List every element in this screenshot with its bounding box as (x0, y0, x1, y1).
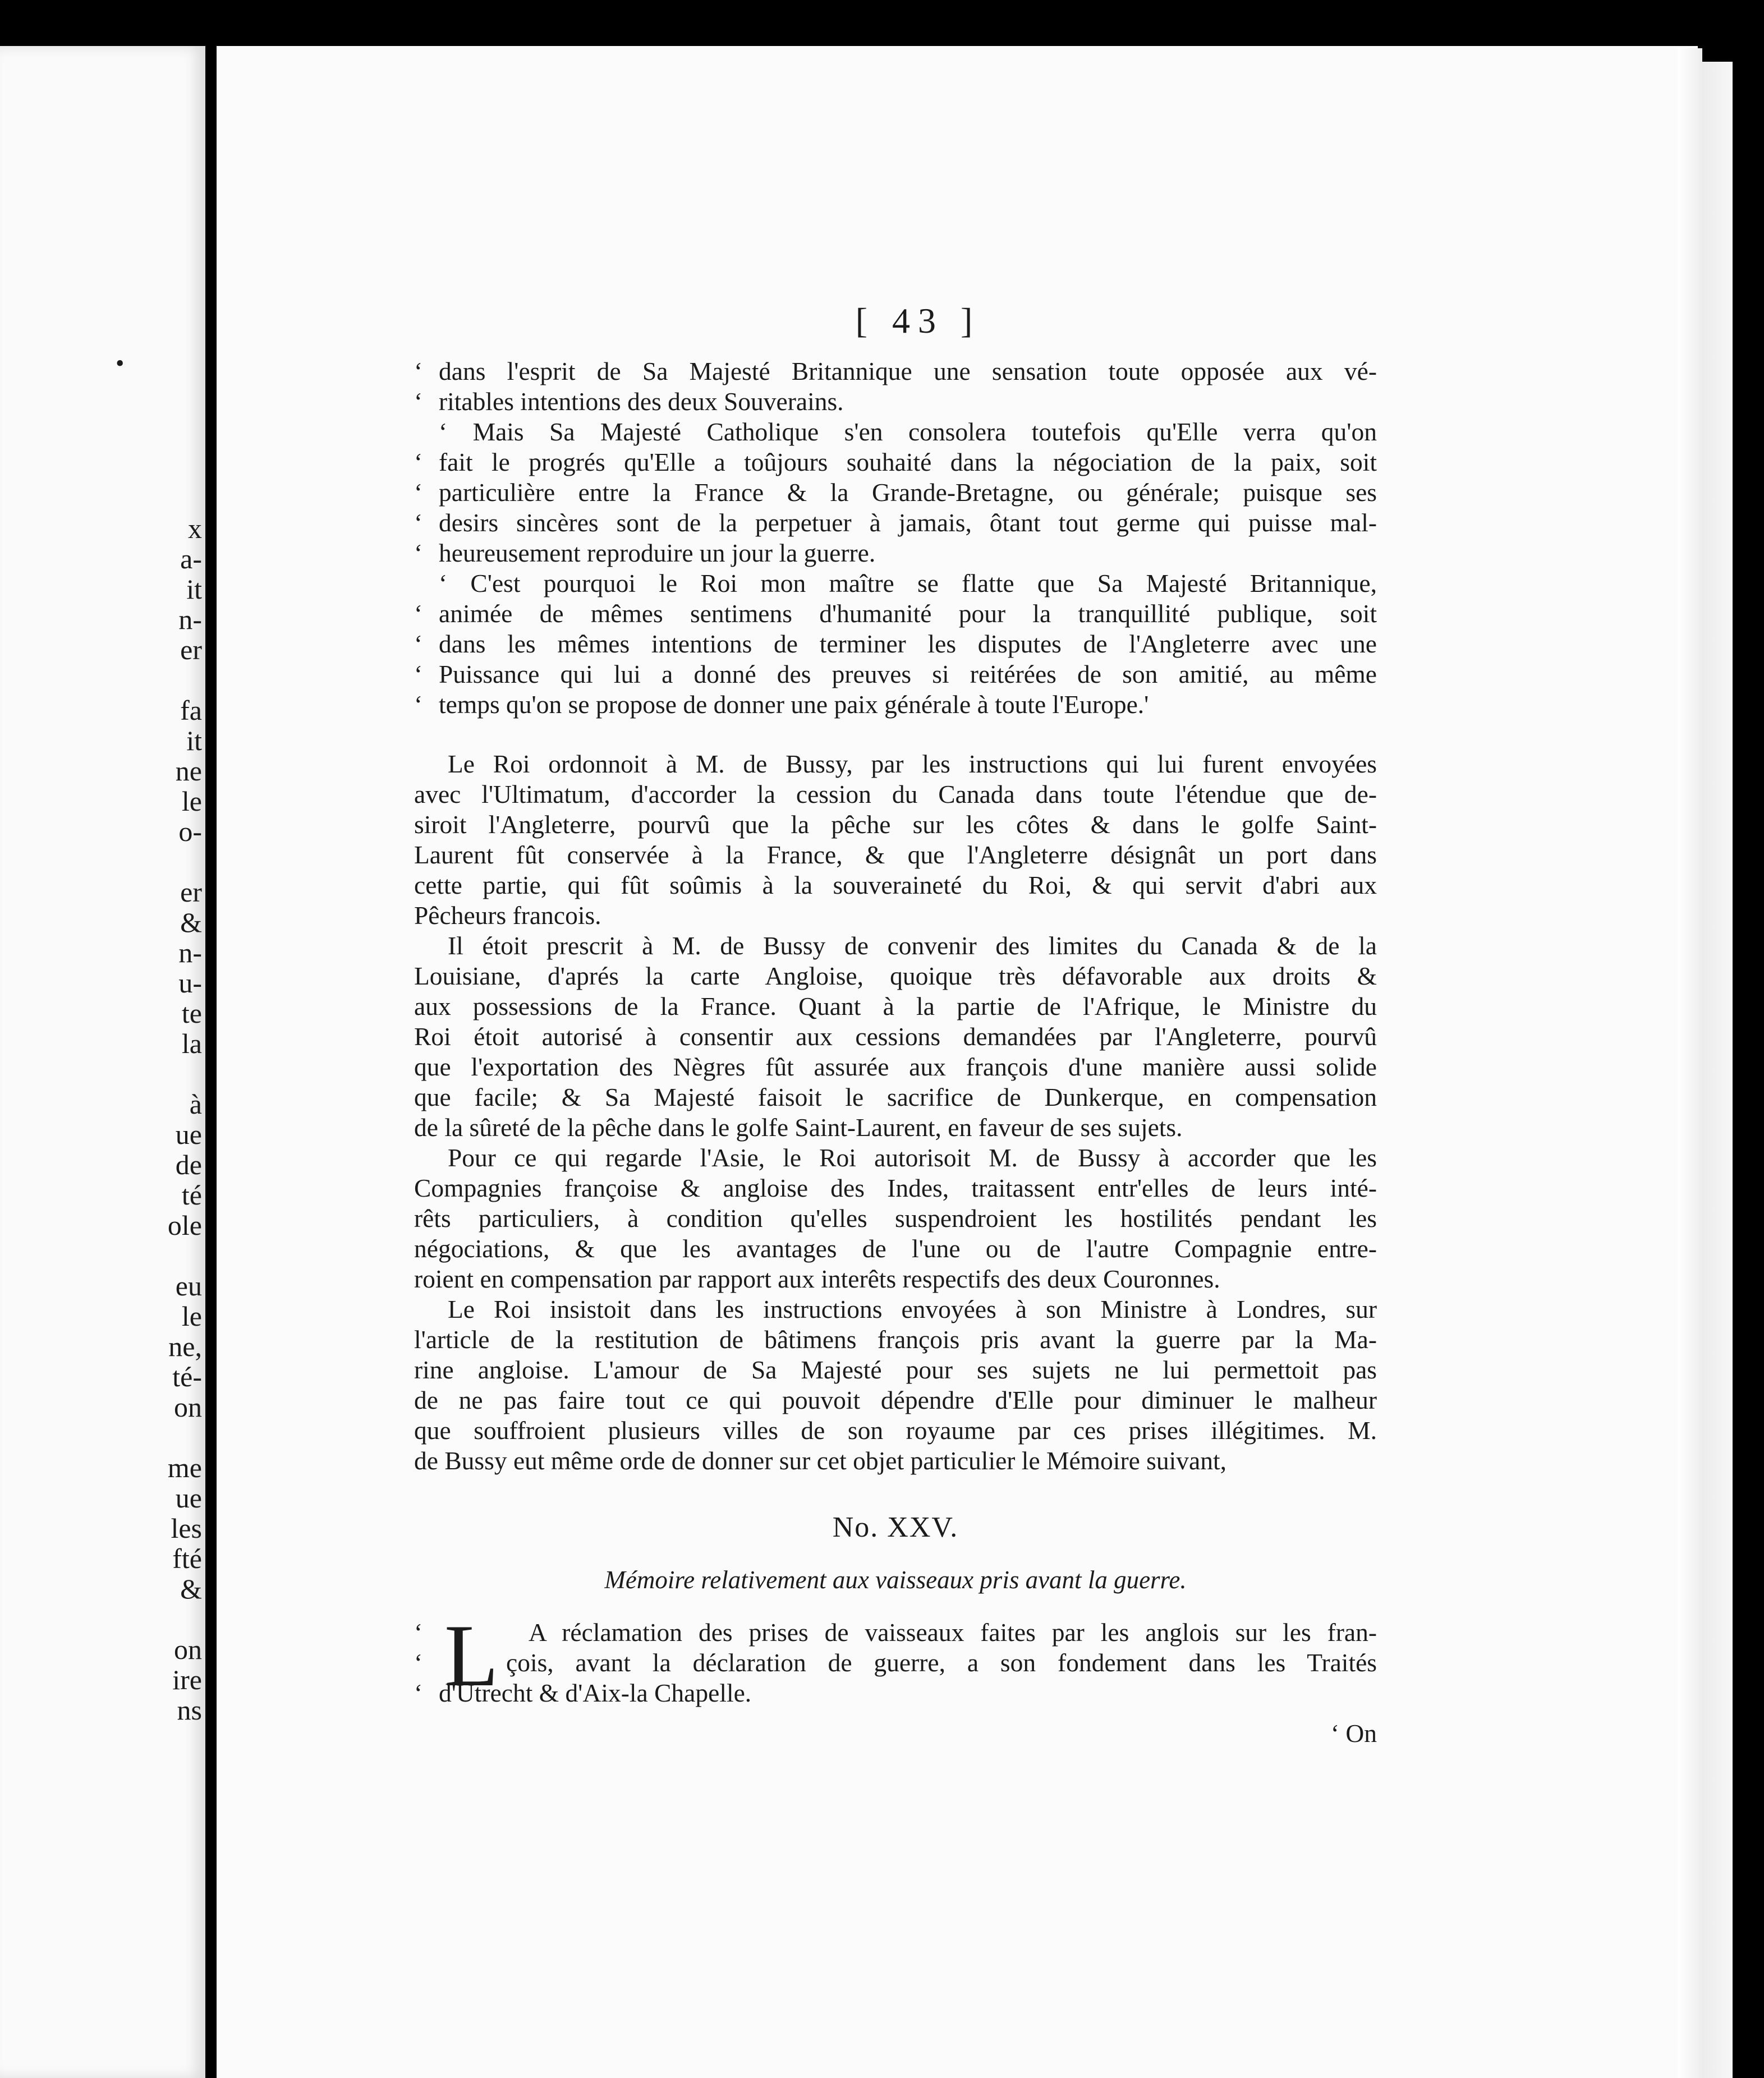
memoire-line: ‘ d'Utrecht & d'Aix-la Chapelle. (414, 1679, 752, 1707)
left-edge-fragment: er (180, 876, 202, 908)
left-edge-fragment: ns (177, 1694, 202, 1726)
left-edge-fragment: it (186, 725, 202, 756)
quoted-line: ‘ ritables intentions des deux Souverains. (414, 387, 844, 416)
paragraph-line: Le Roi insistoit dans les instructions envoyées à son Ministre à Londres, sur (448, 1295, 1377, 1323)
paragraph-line: Roi étoit autorisé à consentir aux cessions demandées par l'Angleterre, pourvû (414, 1022, 1377, 1051)
quoted-line: ‘ heureusement reproduire un jour la guerre. (414, 539, 876, 567)
left-edge-fragment: ue (175, 1482, 202, 1514)
memoire-opening (414, 1607, 1377, 1708)
section-heading: No. XXV. (832, 1511, 959, 1543)
left-edge-fragment: eu (175, 1270, 202, 1302)
paragraph-line: Il étoit prescrit à M. de Bussy de convenir des limites du Canada & de la (448, 931, 1377, 960)
page-text-block (414, 300, 1377, 1748)
paragraph-line: aux possessions de la France. Quant à la partie de l'Afrique, le Ministre du (414, 992, 1377, 1020)
catchword: ‘ On (1330, 1719, 1377, 1748)
left-edge-fragment: té- (172, 1361, 202, 1392)
left-edge-fragment: de (175, 1149, 202, 1180)
paragraph-line: Laurent fût conservée à la France, & que l'Angleterre désignât un port dans (414, 840, 1377, 869)
left-edge-fragment: it (186, 573, 202, 605)
left-edge-fragment: u- (178, 967, 202, 999)
page-edge-highlight (1678, 48, 1702, 2078)
left-edge-fragment: la (181, 1028, 202, 1059)
left-edge-fragment: le (181, 785, 202, 817)
quoted-line: ‘ animée de mêmes sentimens d'humanité pour la tranquillité publique, soit (414, 599, 1377, 628)
page-edge-shadow (1698, 62, 1733, 2078)
left-edge-fragment: on (174, 1391, 202, 1423)
left-page-edge-text (0, 46, 205, 2078)
left-edge-fragment: fa (180, 695, 202, 726)
section-subheading: Mémoire relativement aux vaisseaux pris avant la guerre. (604, 1566, 1187, 1594)
left-edge-fragment: & (180, 907, 202, 938)
quoted-line: ‘ temps qu'on se propose de donner une paix générale à toute l'Europe.' (414, 690, 1149, 719)
ink-mark: • (116, 350, 125, 377)
left-edge-fragment: ue (175, 1119, 202, 1150)
paragraph-line: Compagnies françoise & angloise des Indes, traitassent entr'elles de leurs inté- (414, 1174, 1377, 1202)
paragraph-line: avec l'Ultimatum, d'accorder la cession du Canada dans toute l'étendue que de- (414, 780, 1377, 808)
page-number: [ 43 ] (855, 301, 981, 341)
quoted-line: ‘ Puissance qui lui a donné des preuves si reitérées de son amitié, au même (414, 660, 1377, 688)
paragraph-line: que facile; & Sa Majesté faisoit le sacrifice de Dunkerque, en compensation (414, 1083, 1377, 1111)
left-edge-fragment: ne (175, 755, 202, 787)
left-edge-fragment: ne, (168, 1331, 202, 1362)
left-edge-fragment: ire (172, 1664, 202, 1695)
paragraph-line: Louisiane, d'aprés la carte Angloise, quoique très défavorable aux droits & (414, 962, 1377, 990)
memoire-line: ‘ A réclamation des prises de vaisseaux faites par les anglois sur les fran- (414, 1618, 1377, 1647)
left-edge-fragment: à (189, 1088, 202, 1120)
paragraph-line: roient en compensation par rapport aux interêts respectifs des deux Couronnes. (414, 1265, 1220, 1293)
paragraph-line: Le Roi ordonnoit à M. de Bussy, par les instructions qui lui furent envoyées (448, 750, 1377, 778)
quoted-line: ‘ Mais Sa Majesté Catholique s'en consolera toutefois qu'Elle verra qu'on (439, 417, 1377, 446)
left-edge-fragment: te (181, 997, 202, 1029)
quoted-line: ‘ dans les mêmes intentions de terminer les disputes de l'Angleterre avec une (414, 629, 1377, 658)
quoted-line: ‘ desirs sincères sont de la perpetuer à jamais, ôtant tout germe qui puisse mal- (414, 508, 1377, 537)
paragraph-line: de la sûreté de la pêche dans le golfe Saint-Laurent, en faveur de ses sujets. (414, 1113, 1183, 1142)
left-edge-fragment: les (171, 1512, 202, 1544)
paragraph-line: l'article de la restitution de bâtimens françois pris avant la guerre par la Ma- (414, 1325, 1377, 1354)
paragraph-line: siroit l'Angleterre, pourvû que la pêche sur les côtes & dans le golfe Saint- (414, 810, 1377, 839)
quoted-passage (414, 356, 1377, 720)
paragraph-line: négociations, & que les avantages de l'une ou de l'autre Compagnie entre- (414, 1234, 1377, 1263)
quoted-line: ‘ particulière entre la France & la Grande-Bretagne, ou générale; puisque ses (414, 478, 1377, 507)
paragraph-line: Pour ce qui regarde l'Asie, le Roi autorisoit M. de Bussy à accorder que les (448, 1143, 1377, 1172)
left-edge-fragment: er (180, 634, 202, 665)
body-paragraphs (414, 749, 1377, 1476)
left-edge-fragment: & (180, 1573, 202, 1605)
left-edge-fragment: n- (178, 604, 202, 635)
paragraph-line: Pêcheurs francois. (414, 901, 601, 930)
quoted-line: ‘ fait le progrés qu'Elle a toûjours souhaité dans la négociation de la paix, soit (414, 448, 1377, 476)
left-edge-fragment: me (167, 1452, 202, 1483)
paragraph-line: que l'exportation des Nègres fût assurée aux françois d'une manière aussi solide (414, 1052, 1377, 1081)
paragraph-line: rêts particuliers, à condition qu'elles suspendroient les hostilités pendant les (414, 1204, 1377, 1233)
left-edge-fragment: té (181, 1179, 202, 1211)
paragraph-line: cette partie, qui fût soûmis à la souveraineté du Roi, & qui servit d'abri aux (414, 871, 1377, 899)
left-edge-fragment: x (188, 513, 202, 544)
paragraph-line: rine angloise. L'amour de Sa Majesté pour ses sujets ne lui permettoit pas (414, 1355, 1377, 1384)
drop-cap: L (444, 1607, 499, 1705)
memoire-line: ‘ çois, avant la déclaration de guerre, a son fondement dans les Traités (414, 1648, 1377, 1677)
quoted-line: ‘ dans l'esprit de Sa Majesté Britannique une sensation toute opposée aux vé- (414, 357, 1377, 385)
left-edge-fragment: on (174, 1634, 202, 1665)
left-edge-fragment: o- (178, 816, 202, 847)
paragraph-line: que souffroient plusieurs villes de son royaume par ces prises illégitimes. M. (414, 1416, 1377, 1445)
paragraph-line: de ne pas faire tout ce qui pouvoit dépendre d'Elle pour diminuer le malheur (414, 1386, 1377, 1414)
left-edge-fragment: le (181, 1300, 202, 1332)
left-edge-fragment: a- (180, 543, 202, 574)
quoted-line: ‘ C'est pourquoi le Roi mon maître se flatte que Sa Majesté Britannique, (439, 569, 1377, 597)
left-edge-fragment: fté (172, 1543, 202, 1574)
left-edge-fragment: n- (178, 937, 202, 968)
left-edge-fragment: ole (167, 1210, 202, 1241)
paragraph-line: de Bussy eut même orde de donner sur cet objet particulier le Mémoire suivant, (414, 1446, 1226, 1475)
left-page (0, 46, 205, 2078)
